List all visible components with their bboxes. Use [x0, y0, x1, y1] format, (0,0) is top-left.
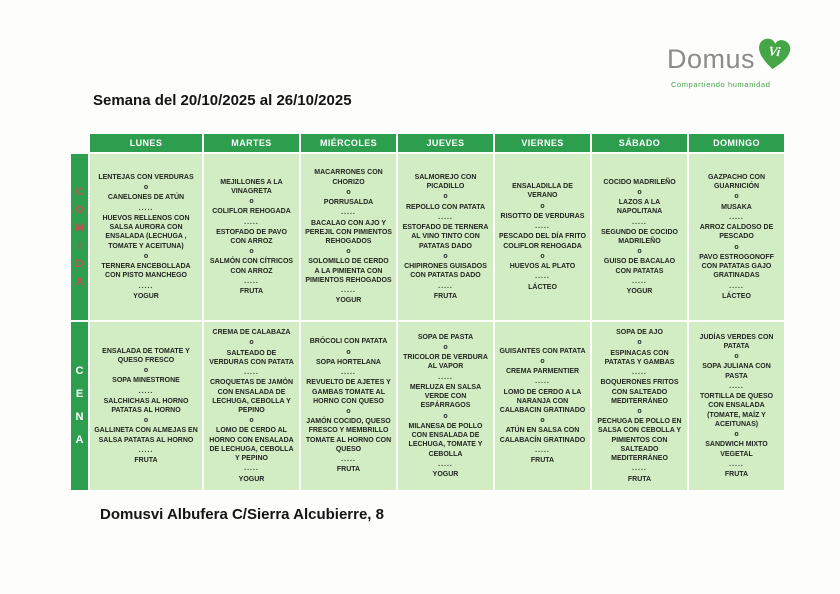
menu-separator: o	[346, 348, 351, 356]
menu-separator: .....	[138, 446, 154, 454]
menu-separator: o	[637, 188, 642, 196]
menu-cell-cena-lunes	[90, 322, 202, 490]
menu-separator: .....	[244, 277, 259, 285]
menu-item: MEJILLONES A LA VINAGRETA	[220, 178, 283, 195]
menu-item: SOLOMILLO DE CERDO A LA PIMIENTA CON PIMIENTOS REHOGADOS	[305, 258, 392, 284]
menu-item: RISOTTO DE VERDURAS	[500, 212, 585, 220]
menu-separator: o	[734, 193, 739, 201]
menu-separator: .....	[632, 277, 647, 285]
menu-item: LENTEJAS CON VERDURAS	[98, 173, 194, 181]
menu-item: HUEVOS RELLENOS CON SALSA AURORA CON ENSALADA (LECHUGA , TOMATE Y ACEITUNA)	[102, 214, 190, 250]
day-header-lunes: LUNES	[90, 134, 202, 152]
menu-separator: .....	[138, 387, 154, 395]
menu-item: ESTOFADO DE PAVO CON ARROZ	[216, 228, 287, 245]
menu-separator: .....	[632, 369, 647, 377]
menu-item: BACALAO CON AJO Y PEREJIL CON PIMIENTOS REHOGADOS	[305, 219, 392, 245]
menu-item: BOQUERONES FRITOS CON SALTEADO MEDITERRÁNEO	[600, 379, 679, 405]
domusvi-logo	[667, 40, 792, 89]
menu-separator: .....	[341, 456, 356, 464]
menu-item: TORTILLA DE QUESO CON ENSALADA (TOMATE, MAÍZ Y ACEITUNAS)	[699, 393, 774, 428]
menu-cell-comida-lunes	[90, 154, 202, 320]
menu-separator: o	[540, 357, 545, 365]
menu-item: LOMO DE CERDO A LA NARANJA CON CALABACIN GRATINADO	[499, 388, 586, 414]
menu-separator: .....	[535, 446, 550, 454]
menu-cell-comida-viernes	[495, 154, 590, 320]
meal-letter: E	[75, 388, 84, 400]
menu-item: SOPA DE PASTA	[417, 333, 474, 341]
menu-separator: .....	[138, 282, 154, 290]
menu-separator: o	[346, 408, 351, 415]
meal-letter: I	[77, 239, 82, 252]
menu-separator: .....	[535, 378, 550, 386]
menu-item: LOMO DE CERDO AL HORNO CON ENSALADA DE LECHUGA, CEBOLLA Y PEPINO	[209, 427, 294, 463]
meal-letter: A	[75, 275, 84, 288]
menu-item: ESTOFADO DE TERNERA AL VINO TINTO CON PATATAS DADO	[402, 224, 489, 250]
page-title: Semana del 20/10/2025 al 26/10/2025	[93, 92, 352, 109]
table-corner	[71, 134, 88, 152]
menu-cell-cena-sabado	[592, 322, 687, 490]
menu-item: JAMÓN COCIDO, QUESO FRESCO Y MEMBRILLO TOMATE AL HORNO CON QUESO	[305, 418, 392, 453]
menu-item: SALMÓN CON CÍTRICOS CON ARROZ	[209, 258, 294, 275]
meal-letter: C	[75, 365, 84, 377]
menu-item: GALLINETA CON ALMEJAS EN SALSA PATATAS AL HORNO	[94, 427, 198, 444]
menu-item: YOGUR	[432, 471, 459, 479]
menu-item: ARROZ CALDOSO DE PESCADO	[699, 224, 774, 241]
logo-heart-text: Vi	[767, 43, 782, 60]
menu-item: YOGUR	[238, 475, 265, 483]
menu-separator: o	[249, 339, 254, 347]
menu-separator: o	[143, 184, 149, 192]
menu-item: GAZPACHO CON GUARNICIÓN	[707, 173, 766, 191]
logo-tagline: Compartiendo humanidad	[670, 80, 771, 89]
menu-separator: o	[443, 193, 448, 201]
menu-item: SALCHICHAS AL HORNO PATATAS AL HORNO	[103, 397, 189, 414]
menu-separator: .....	[729, 213, 744, 221]
menu-separator: .....	[438, 213, 453, 221]
menu-separator: o	[540, 252, 545, 260]
menu-item: TERNERA ENCEBOLLADA CON PISTO MANCHEGO	[101, 263, 191, 280]
menu-separator: .....	[244, 369, 259, 377]
menu-cell-comida-jueves	[398, 154, 493, 320]
menu-item: CREMA PARMENTIER	[505, 368, 580, 376]
menu-item: LAZOS A LA NAPOLITANA	[616, 199, 663, 216]
menu-separator: .....	[729, 382, 744, 390]
menu-item: SEGUNDO DE COCIDO MADRILEÑO	[600, 228, 678, 245]
menu-cell-cena-domingo	[689, 322, 784, 490]
menu-item: LÁCTEO	[528, 283, 557, 291]
day-header-jueves: JUEVES	[398, 134, 493, 152]
menu-separator: o	[637, 248, 642, 256]
menu-separator: .....	[138, 204, 154, 212]
heart-icon	[756, 38, 792, 76]
menu-item: MILANESA DE POLLO CON ENSALADA DE LECHUGA, TOMATE Y CEBOLLA	[408, 422, 483, 458]
menu-item: FRUTA	[724, 471, 749, 479]
menu-separator: o	[443, 343, 448, 351]
meal-letter: M	[74, 221, 85, 234]
menu-cell-comida-martes	[204, 154, 299, 320]
day-header-viernes: VIERNES	[495, 134, 590, 152]
menu-separator: .....	[535, 273, 550, 281]
menu-separator: .....	[729, 460, 744, 468]
menu-separator: .....	[632, 218, 647, 226]
menu-separator: .....	[244, 465, 259, 473]
menu-item: COLIFLOR REHOGADA	[212, 208, 291, 216]
menu-cell-cena-jueves	[398, 322, 493, 490]
menu-item: YOGUR	[626, 288, 653, 296]
menu-cell-comida-domingo	[689, 154, 784, 320]
menu-item: FRUTA	[134, 457, 158, 465]
menu-item: CROQUETAS DE JAMÓN CON ENSALADA DE LECHUGA, CEBOLLA Y PEPINO	[209, 379, 294, 414]
menu-item: TRICOLOR DE VERDURA AL VAPOR	[403, 354, 488, 371]
menu-item: LÁCTEO	[722, 292, 751, 300]
logo-brand-row	[667, 40, 792, 78]
menu-item: CREMA DE CALABAZA	[212, 329, 291, 337]
menu-separator: o	[346, 188, 351, 196]
menu-separator: o	[249, 248, 254, 256]
menu-cell-cena-miercoles	[301, 322, 396, 490]
menu-separator: o	[249, 198, 254, 206]
menu-item: JUDÍAS VERDES CON PATATA	[699, 333, 774, 350]
menu-table	[71, 134, 784, 490]
menu-separator: o	[249, 417, 254, 425]
menu-item: MUSAKA	[721, 203, 752, 211]
menu-item: FRUTA	[336, 466, 361, 474]
menu-separator: .....	[341, 209, 356, 217]
menu-cell-comida-miercoles	[301, 154, 396, 320]
menu-item: SOPA JULIANA CON PASTA	[702, 363, 771, 380]
menu-item: SOPA MINESTRONE	[112, 377, 180, 385]
day-header-miercoles: MIÉRCOLES	[301, 134, 396, 152]
meal-letter: A	[75, 434, 84, 446]
menu-separator: .....	[244, 218, 259, 226]
logo-brand-text: Domus	[666, 43, 755, 74]
menu-cell-cena-viernes	[495, 322, 590, 490]
menu-item: PORRUSALDA	[323, 199, 374, 207]
menu-separator: o	[143, 417, 149, 425]
menu-cell-cena-martes	[204, 322, 299, 490]
menu-item: BRÓCOLI CON PATATA	[309, 338, 388, 346]
menu-item: PESCADO DEL DÍA FRITO COLIFLOR REHOGADA	[499, 233, 586, 250]
day-header-domingo: DOMINGO	[689, 134, 784, 152]
menu-separator: .....	[632, 465, 647, 473]
menu-item: REPOLLO CON PATATA	[405, 203, 486, 211]
menu-separator: .....	[729, 282, 744, 290]
menu-separator: o	[540, 417, 545, 425]
menu-item: PAVO ESTROGONOFF CON PATATAS GAJO GRATINADAS	[699, 253, 774, 280]
menu-item: REVUELTO DE AJETES Y GAMBAS TOMATE AL HORNO CON QUESO	[306, 379, 391, 405]
menu-item: FRUTA	[433, 292, 458, 300]
menu-item: PECHUGA DE POLLO EN SALSA CON CEBOLLA Y PIMIENTOS CON SALTEADO MEDITERRÁNEO	[597, 418, 682, 463]
meal-label-cena	[71, 322, 88, 490]
menu-separator: .....	[535, 223, 550, 231]
menu-item: HUEVOS AL PLATO	[509, 263, 576, 271]
menu-item: ENSALADA DE TOMATE Y QUESO FRESCO	[102, 347, 190, 364]
meal-letter: N	[75, 411, 84, 423]
menu-item: YOGUR	[133, 292, 159, 300]
day-header-martes: MARTES	[204, 134, 299, 152]
menu-item: FRUTA	[627, 475, 652, 483]
menu-item: SOPA HORTELANA	[316, 358, 381, 366]
menu-item: FRUTA	[530, 457, 555, 465]
menu-item: CHIPIRONES GUISADOS CON PATATAS DADO	[404, 263, 487, 280]
menu-separator: o	[637, 408, 642, 415]
menu-item: MERLUZA EN SALSA VERDE CON ESPÁRRAGOS	[409, 383, 482, 410]
menu-item: ATÚN EN SALSA CON CALABACÍN GRATINADO	[499, 427, 586, 444]
menu-cell-comida-sabado	[592, 154, 687, 320]
meal-label-comida	[71, 154, 88, 320]
day-header-sabado: SÁBADO	[592, 134, 687, 152]
menu-item: FRUTA	[239, 288, 264, 296]
menu-item: SANDWICH MIXTO VEGETAL	[705, 441, 768, 458]
meal-letter: C	[75, 185, 84, 198]
menu-item: SALMOREJO CON PICADILLO	[414, 173, 477, 191]
meal-letter: D	[75, 257, 84, 270]
menu-item: MACARRONES CON CHORIZO	[314, 169, 383, 186]
menu-separator: o	[637, 339, 642, 347]
menu-separator: o	[443, 412, 448, 420]
menu-separator: o	[734, 353, 739, 361]
menu-separator: .....	[341, 287, 356, 295]
menu-item: YOGUR	[335, 297, 362, 305]
menu-separator: o	[143, 367, 149, 375]
menu-separator: o	[143, 252, 149, 260]
menu-separator: o	[734, 431, 739, 439]
footer-address: Domusvi Albufera C/Sierra Alcubierre, 8	[100, 506, 384, 523]
menu-separator: o	[734, 243, 739, 251]
menu-item: ESPINACAS CON PATATAS Y GAMBAS	[604, 349, 675, 366]
menu-separator: o	[443, 252, 448, 260]
menu-separator: .....	[438, 282, 453, 290]
menu-separator: .....	[341, 369, 356, 377]
meal-letter: O	[75, 203, 84, 216]
menu-item: GUISO DE BACALAO CON PATATAS	[603, 258, 676, 275]
menu-separator: .....	[438, 460, 453, 468]
menu-item: SOPA DE AJO	[616, 329, 663, 337]
menu-item: CANELONES DE ATÚN	[107, 194, 185, 202]
menu-separator: o	[346, 248, 351, 256]
menu-item: ENSALADILLA DE VERANO	[512, 183, 573, 200]
menu-item: COCIDO MADRILEÑO	[603, 178, 676, 186]
menu-separator: .....	[438, 373, 453, 381]
menu-separator: o	[540, 202, 545, 210]
menu-item: SALTEADO DE VERDURAS CON PATATA	[209, 349, 294, 366]
menu-item: GUISANTES CON PATATA	[499, 347, 586, 355]
